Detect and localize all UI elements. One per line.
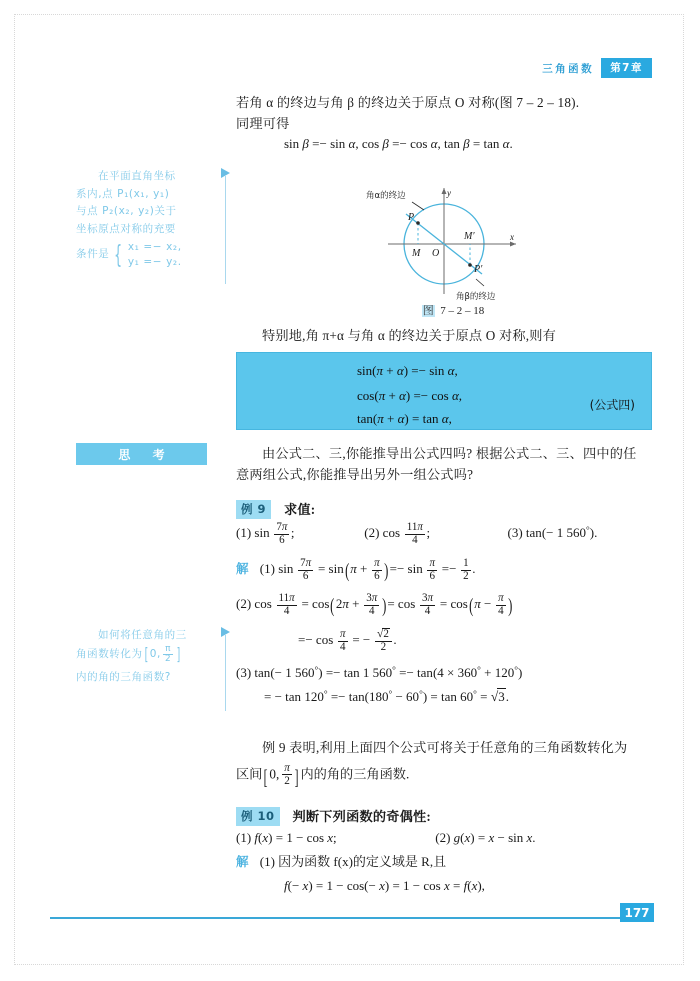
figure-diagram <box>348 166 558 302</box>
summary-bracket-close-icon: ] <box>295 764 299 789</box>
x-axis-arrow-icon <box>510 242 516 247</box>
think-section-badge: 思 考 <box>76 443 207 465</box>
intro-line-1: 若角 α 的终边与角 β 的终边关于原点 O 对称(图 7 – 2 – 18). <box>236 95 580 110</box>
figure-caption-number: 7 – 2 – 18 <box>437 305 485 317</box>
summary-suffix: 内的角的三角函数. <box>300 766 410 782</box>
example-10-tag: 例 10 <box>236 807 280 826</box>
note1-line-2: 系内,点 P₁(x₁, y₁) <box>76 187 170 200</box>
alpha-label-leader <box>412 202 424 210</box>
example-9-title: 求值: <box>284 502 316 517</box>
example-9-summary-line-1: 例 9 表明,利用上面四个公式可将关于任意角的三角函数转化为 <box>262 740 628 755</box>
think-text-line-1: 由公式二、三,你能推导出公式四吗? 根据公式二、三、四中的任 <box>262 446 637 461</box>
header-chapter-badge: 第7章 <box>601 58 652 78</box>
summary-bracket-open-icon: [ <box>263 764 268 789</box>
example-9-heading <box>236 499 652 520</box>
example-9-solution-1: 解 (1) sin $\frac{7\pi}{6}$ = sin(π + $\frac{\pi}{6}$ )=− sin $\frac{\pi}{6}$ =− $\frac{1}{2}$ . <box>236 557 476 583</box>
example-10-solution-line-1 <box>236 851 652 870</box>
figure-7-2-18 <box>348 166 558 324</box>
example-10-heading <box>236 806 652 827</box>
example-9-tag: 例 9 <box>236 500 271 519</box>
margin-note-coordinate-symmetry <box>76 168 228 270</box>
formula-line-cos: cos(π + α) =− cos α, <box>357 388 463 403</box>
label-origin-O: O <box>432 248 440 259</box>
formula-line-sin: sin(π + α) =− sin α, <box>357 363 458 378</box>
note2-interval-start: 0, <box>149 647 161 660</box>
label-beta-terminal-side: 角β的终边 <box>456 292 496 302</box>
note2-bracket-open-icon: [ <box>144 643 149 664</box>
note2-line-2-prefix: 角函数转化为 <box>76 647 143 660</box>
formula-four-tag: (公式四) <box>589 398 635 412</box>
note1-line-4: 坐标原点对称的充要 <box>76 222 176 235</box>
label-point-P: P <box>408 212 415 223</box>
label-point-M-prime: M′ <box>464 231 475 242</box>
label-point-P-prime: P′ <box>474 264 483 275</box>
think-section-text <box>236 443 652 485</box>
label-point-M: M <box>412 248 421 259</box>
y-axis-arrow-icon <box>442 188 447 194</box>
intro-formula-row <box>236 136 652 152</box>
footer-divider <box>50 917 622 919</box>
example-10-solution-line-2: f(− x) = 1 − cos(− x) = 1 − cos x = f(x), <box>284 878 485 893</box>
example-10-title: 判断下列函数的奇偶性: <box>292 809 431 824</box>
header-subject-label: 三角函数 <box>542 62 595 75</box>
beta-label-leader <box>476 279 484 286</box>
note1-condition-row: 条件是 { x₁ =− x₂, y₁ =− y₂. <box>76 240 182 269</box>
solution-label-9: 解 <box>236 561 249 577</box>
note1-brace-bottom: y₁ =− y₂. <box>127 256 182 268</box>
point-P-dot <box>416 221 420 225</box>
solution-label-10: 解 <box>236 854 249 869</box>
special-case-line: 特别地,角 π+α 与角 α 的终边关于原点 O 对称,则有 <box>262 328 556 343</box>
example-9-item-2: (2) cos $\frac{11\pi}{4}$ ; <box>364 521 431 546</box>
example-9-solution-2b: =− cos $\frac{\pi}{4}$ = − $\frac{√2}{2}$ . <box>298 627 397 653</box>
example-10-domain-text: (1) 因为函数 f(x)的定义域是 R,且 <box>259 854 447 869</box>
example-10-item-1: (1) f(x) = 1 − cos x; <box>236 830 337 845</box>
note2-line-3: 内的角的三角函数? <box>76 670 171 683</box>
example-9-solution-2a: (2) cos $\frac{11\pi}{4}$ = cos(2π + $\frac{3\pi}{4}$ )= cos $\frac{3\pi}{4}$ = cos(π − $\frac{\pi}{4}$ ) <box>236 592 513 618</box>
label-axis-y: y <box>447 188 451 198</box>
margin-note-convert-to-interval <box>76 627 228 686</box>
summary-prefix: 区间 <box>236 766 263 782</box>
note1-line-1: 在平面直角坐标 <box>98 170 176 182</box>
example-9-item-3: (3) tan(− 1 560°). <box>507 525 598 541</box>
note-vertical-rule <box>225 176 226 284</box>
example-9-solution-3a: (3) tan(− 1 560°) =− tan 1 560° =− tan(4 × 360° + 120°) <box>236 665 523 680</box>
point-Pprime-dot <box>468 263 472 267</box>
note1-line-3: 与点 P₂(x₂, y₂)关于 <box>76 205 177 217</box>
note2-bracket-close-icon: ] <box>176 643 181 664</box>
label-axis-x: x <box>510 232 514 242</box>
example-10-item-2: (2) g(x) = x − sin x. <box>435 830 536 845</box>
example-9-item-1: (1) sin $\frac{7\pi}{6}$ ; <box>236 521 295 546</box>
formula-line-tan: tan(π + α) = tan α, <box>357 411 452 426</box>
page-number-badge: 177 <box>620 903 654 922</box>
intro-formula: sin β =− sin α, cos β =− cos α, tan β = tan α. <box>284 136 513 151</box>
note1-line-5: 条件是 <box>76 248 110 261</box>
summary-interval-end: $\frac{\pi}{2}$ <box>284 762 290 788</box>
note1-brace-content <box>128 240 182 270</box>
example-10-items <box>236 830 652 846</box>
note2-interval-end: $\frac{\pi}{2}$ <box>164 643 172 665</box>
example-9-summary-line-2: 区间[ 0, $\frac{\pi}{2}$ ] 内的角的三角函数. <box>236 762 410 789</box>
think-text-line-2: 意两组公式,你能推导出另外一组公式吗? <box>236 467 474 482</box>
note2-line-2-row <box>76 645 228 665</box>
intro-paragraph <box>236 92 652 134</box>
page-header <box>0 58 700 78</box>
note2-vertical-rule <box>225 635 226 711</box>
label-alpha-terminal-side: 角α的终边 <box>366 191 406 201</box>
note2-line-1: 如何将任意角的三 <box>98 629 187 641</box>
intro-line-2: 同理可得 <box>236 116 290 131</box>
example-9-solution-3b: = − tan 120° =− tan(180° − 60°) = tan 60° = √3. <box>264 689 509 704</box>
note1-brace-top: x₁ =− x₂, <box>127 241 182 253</box>
example-9-items <box>236 522 652 547</box>
figure-caption-label: 图 <box>422 305 434 317</box>
formula-four-box <box>236 352 652 430</box>
figure-caption-row <box>348 302 558 318</box>
